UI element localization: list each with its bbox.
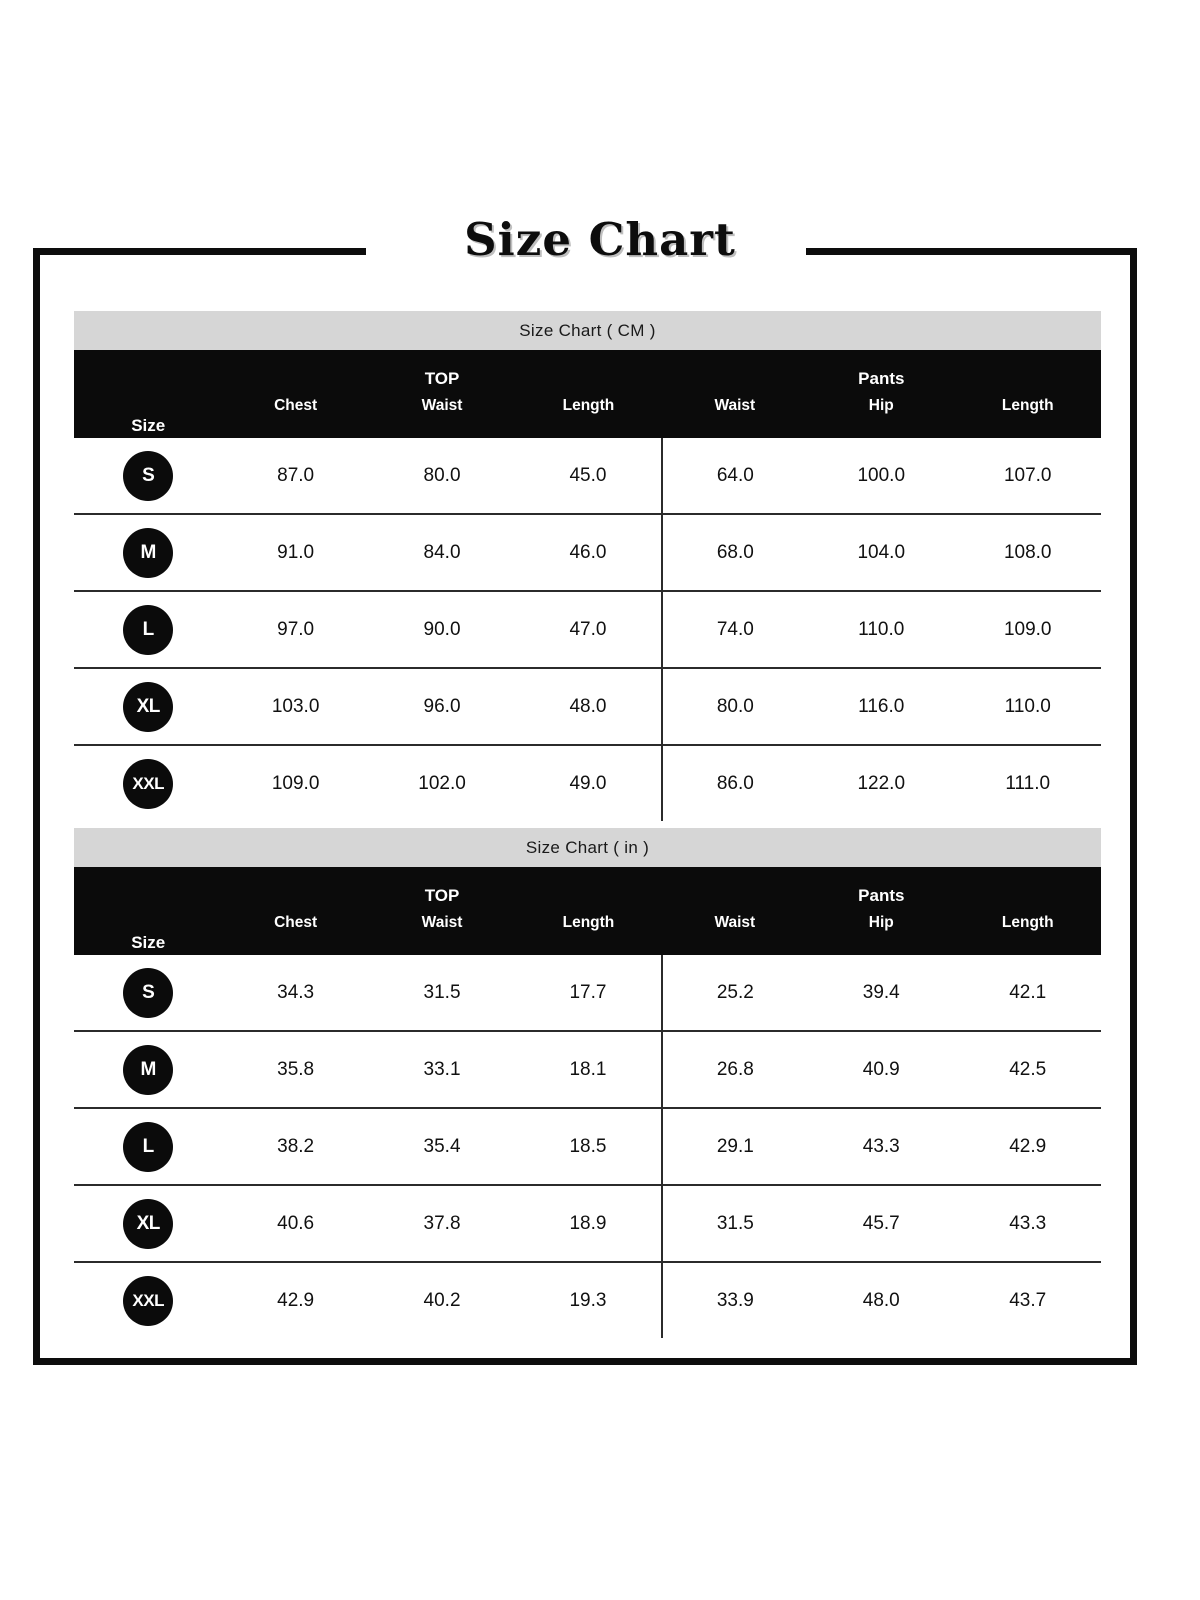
table-row	[74, 438, 1101, 514]
size-badge-cell	[74, 1185, 222, 1262]
page-title: Size Chart	[464, 213, 736, 266]
cell-pants-waist: 74.0	[662, 591, 808, 668]
cell-pants-hip: 100.0	[808, 438, 954, 514]
cell-pants-length: 110.0	[954, 668, 1101, 745]
cell-pants-waist: 86.0	[662, 745, 808, 821]
cell-top-waist: 31.5	[369, 955, 515, 1031]
cell-pants-hip: 122.0	[808, 745, 954, 821]
table-row	[74, 668, 1101, 745]
column-header-pants-waist: Waist	[662, 908, 808, 955]
size-badge-cell	[74, 1108, 222, 1185]
cell-top-chest: 35.8	[222, 1031, 368, 1108]
cell-top-chest: 97.0	[222, 591, 368, 668]
size-badge-cell	[74, 955, 222, 1031]
size-badge: S	[123, 968, 173, 1018]
cell-pants-hip: 104.0	[808, 514, 954, 591]
cell-pants-length: 108.0	[954, 514, 1101, 591]
cell-pants-length: 42.5	[954, 1031, 1101, 1108]
cell-pants-hip: 116.0	[808, 668, 954, 745]
cell-top-waist: 37.8	[369, 1185, 515, 1262]
cell-pants-waist: 80.0	[662, 668, 808, 745]
cell-top-waist: 80.0	[369, 438, 515, 514]
column-header-top-chest: Chest	[222, 908, 368, 955]
cell-top-chest: 42.9	[222, 1262, 368, 1338]
table-row	[74, 1108, 1101, 1185]
group-header-pants: Pants	[662, 867, 1101, 908]
size-table-cm	[74, 311, 1101, 821]
cell-pants-hip: 40.9	[808, 1031, 954, 1108]
column-header-pants-waist: Waist	[662, 391, 808, 438]
cell-pants-length: 43.7	[954, 1262, 1101, 1338]
column-header-pants-length: Length	[954, 908, 1101, 955]
column-header-pants-hip: Hip	[808, 391, 954, 438]
column-header-top-waist: Waist	[369, 391, 515, 438]
cell-pants-hip: 48.0	[808, 1262, 954, 1338]
size-badge: L	[123, 1122, 173, 1172]
table-row	[74, 1185, 1101, 1262]
cell-pants-hip: 45.7	[808, 1185, 954, 1262]
cell-top-chest: 91.0	[222, 514, 368, 591]
table-banner-label: Size Chart ( in )	[74, 828, 1101, 867]
cell-pants-hip: 43.3	[808, 1108, 954, 1185]
table-banner-row	[74, 311, 1101, 350]
size-badge: M	[123, 528, 173, 578]
cell-top-length: 47.0	[515, 591, 661, 668]
cell-pants-hip: 39.4	[808, 955, 954, 1031]
cell-pants-waist: 64.0	[662, 438, 808, 514]
table-row	[74, 1031, 1101, 1108]
cell-top-length: 17.7	[515, 955, 661, 1031]
table-row	[74, 745, 1101, 821]
cell-pants-length: 43.3	[954, 1185, 1101, 1262]
size-badge-cell	[74, 668, 222, 745]
group-header-pants: Pants	[662, 350, 1101, 391]
cell-top-waist: 40.2	[369, 1262, 515, 1338]
cell-pants-length: 42.9	[954, 1108, 1101, 1185]
cell-top-length: 46.0	[515, 514, 661, 591]
size-badge-cell	[74, 745, 222, 821]
cell-pants-length: 109.0	[954, 591, 1101, 668]
cell-top-length: 18.1	[515, 1031, 661, 1108]
cell-pants-waist: 26.8	[662, 1031, 808, 1108]
column-header-top-length: Length	[515, 908, 661, 955]
column-header-top-chest: Chest	[222, 391, 368, 438]
cell-top-waist: 102.0	[369, 745, 515, 821]
size-chart-inches	[74, 828, 1101, 1338]
group-header-top: TOP	[222, 350, 661, 391]
size-badge-cell	[74, 438, 222, 514]
cell-pants-length: 111.0	[954, 745, 1101, 821]
cell-pants-length: 42.1	[954, 955, 1101, 1031]
cell-top-chest: 87.0	[222, 438, 368, 514]
size-badge: L	[123, 605, 173, 655]
table-row	[74, 1262, 1101, 1338]
size-badge-cell	[74, 591, 222, 668]
cell-top-length: 49.0	[515, 745, 661, 821]
column-header-pants-hip: Hip	[808, 908, 954, 955]
cell-pants-waist: 29.1	[662, 1108, 808, 1185]
table-banner-label: Size Chart ( CM )	[74, 311, 1101, 350]
cell-top-chest: 40.6	[222, 1185, 368, 1262]
cell-top-waist: 90.0	[369, 591, 515, 668]
size-chart-cm	[74, 311, 1101, 821]
size-badge-cell	[74, 514, 222, 591]
cell-top-chest: 34.3	[222, 955, 368, 1031]
cell-pants-length: 107.0	[954, 438, 1101, 514]
column-header-pants-length: Length	[954, 391, 1101, 438]
cell-top-chest: 109.0	[222, 745, 368, 821]
cell-top-length: 19.3	[515, 1262, 661, 1338]
size-badge: XL	[123, 1199, 173, 1249]
table-row	[74, 955, 1101, 1031]
column-header-row	[74, 908, 1101, 955]
cell-top-length: 18.5	[515, 1108, 661, 1185]
cell-top-chest: 103.0	[222, 668, 368, 745]
size-column-header: Size	[74, 350, 222, 438]
group-header-row	[74, 350, 1101, 391]
cell-top-waist: 33.1	[369, 1031, 515, 1108]
cell-pants-hip: 110.0	[808, 591, 954, 668]
size-badge: XL	[123, 682, 173, 732]
cell-pants-waist: 25.2	[662, 955, 808, 1031]
size-badge-cell	[74, 1262, 222, 1338]
size-badge: M	[123, 1045, 173, 1095]
size-badge: XXL	[123, 1276, 173, 1326]
size-table-inches	[74, 828, 1101, 1338]
table-row	[74, 514, 1101, 591]
size-badge-cell	[74, 1031, 222, 1108]
cell-pants-waist: 68.0	[662, 514, 808, 591]
column-header-top-waist: Waist	[369, 908, 515, 955]
table-row	[74, 591, 1101, 668]
table-banner-row	[74, 828, 1101, 867]
cell-top-waist: 35.4	[369, 1108, 515, 1185]
group-header-row	[74, 867, 1101, 908]
cell-top-length: 48.0	[515, 668, 661, 745]
cell-top-length: 45.0	[515, 438, 661, 514]
size-badge: S	[123, 451, 173, 501]
size-column-header: Size	[74, 867, 222, 955]
size-badge: XXL	[123, 759, 173, 809]
cell-pants-waist: 31.5	[662, 1185, 808, 1262]
cell-top-waist: 96.0	[369, 668, 515, 745]
cell-top-length: 18.9	[515, 1185, 661, 1262]
column-header-row	[74, 391, 1101, 438]
cell-top-waist: 84.0	[369, 514, 515, 591]
cell-pants-waist: 33.9	[662, 1262, 808, 1338]
cell-top-chest: 38.2	[222, 1108, 368, 1185]
group-header-top: TOP	[222, 867, 661, 908]
column-header-top-length: Length	[515, 391, 661, 438]
